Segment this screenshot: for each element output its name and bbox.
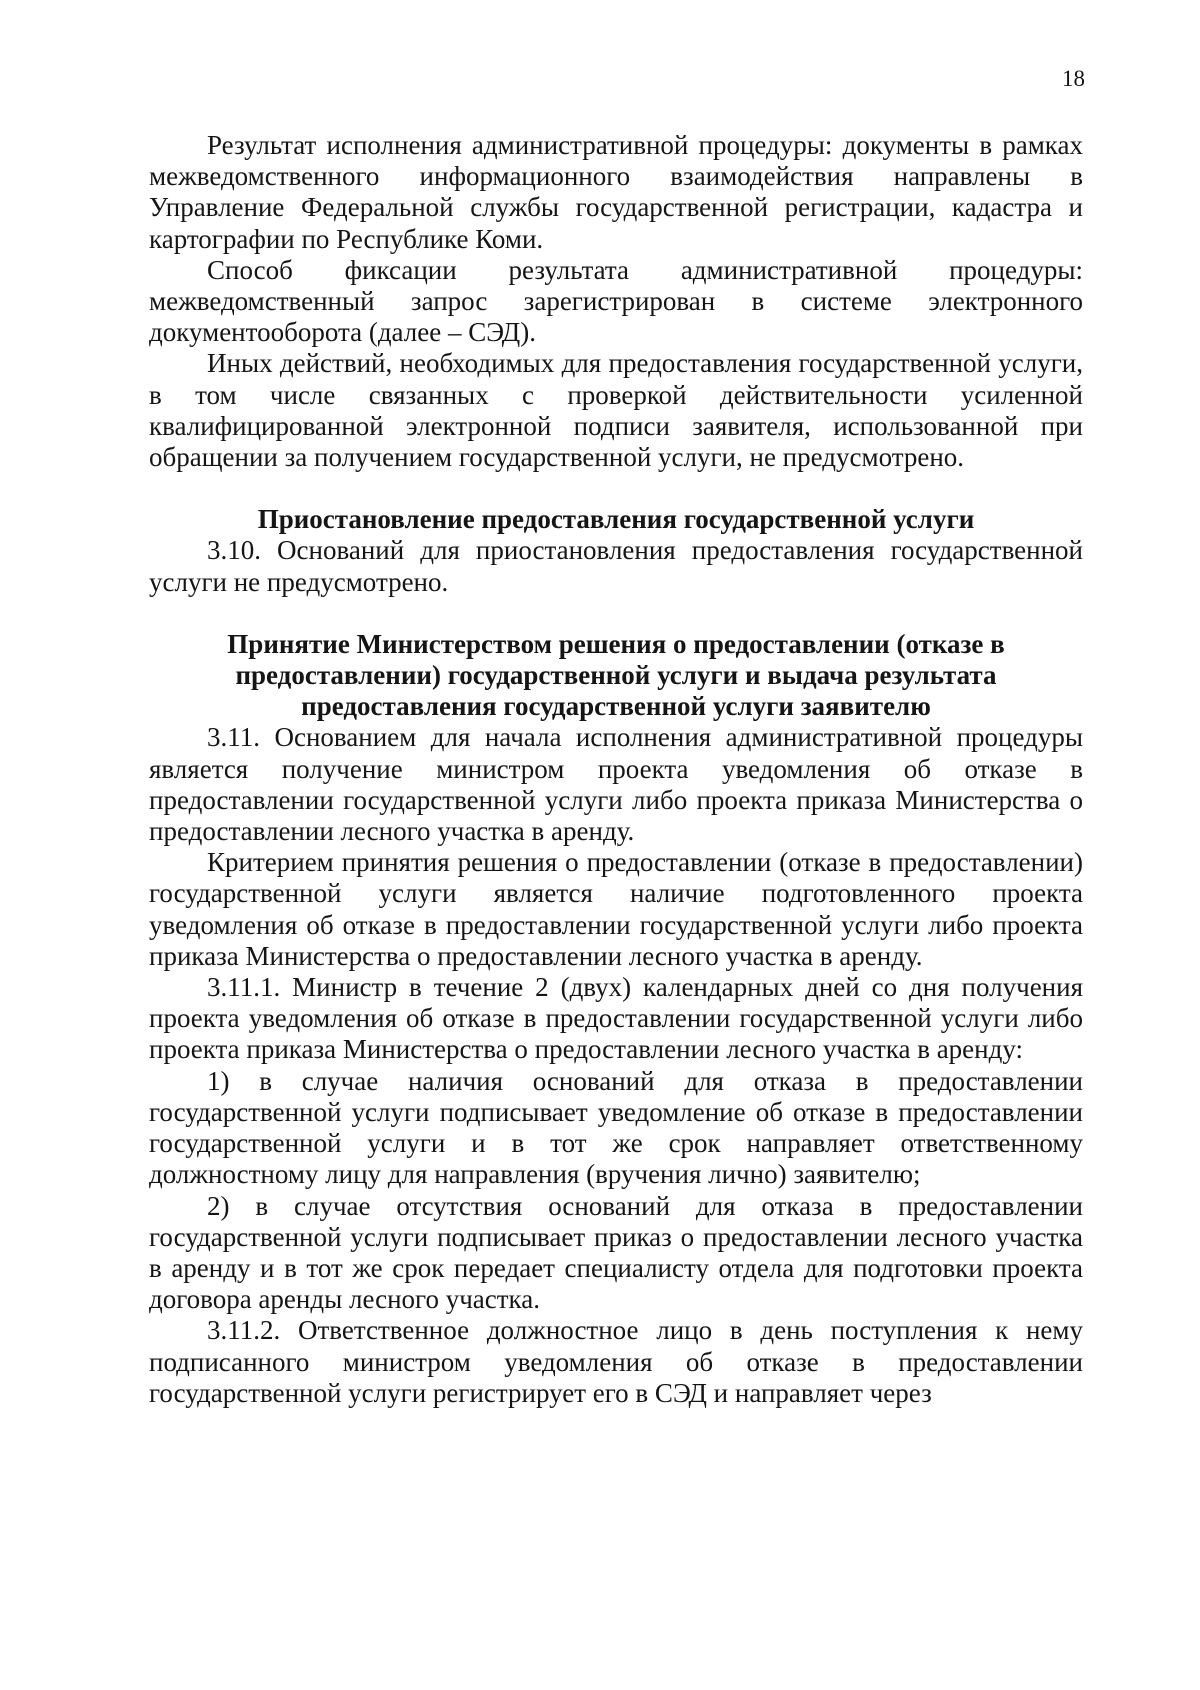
paragraph-result: Результат исполнения административной процедуры: документы в рамках межведомственного информационного взаимодействия направлены в Управление Федеральной службы государственной регистрации, кадастра и картографии по Республике Коми. xyxy=(149,130,1083,254)
paragraph-other-actions: Иных действий, необходимых для предоставления государственной услуги, в том числе связанных с проверкой действительности усиленной квалифицированной электронной подписи заявителя, использованной при обращении за получением государственной услуги, не предусмотрено. xyxy=(149,348,1083,473)
heading-decision-line: предоставлении) государственной услуги и выдача результата xyxy=(235,660,997,691)
page-number: 18 xyxy=(1062,66,1085,91)
paragraph-3-10: 3.10. Оснований для приостановления предоставления государственной услуги не предусмотрено. xyxy=(149,535,1083,597)
paragraph-3-11-1: 3.11.1. Министр в течение 2 (двух) календарных дней со дня получения проекта уведомления об отказе в предоставлении государственной услуги либо проекта приказа Министерства о предоставлении лесного участка в аренду: xyxy=(149,972,1083,1065)
heading-decision-line: предоставления государственной услуги заявителю xyxy=(301,691,931,722)
paragraph-fixation-method: Способ фиксации результата административной процедуры: межведомственный запрос зарегистрирован в системе электронного документооборота (далее – СЭД). xyxy=(149,254,1083,348)
heading-decision-line: Принятие Министерством решения о предоставлении (отказе в xyxy=(227,628,1005,659)
paragraph-3-11: 3.11. Основанием для начала исполнения административной процедуры является получение министром проекта уведомления об отказе в предоставлении государственной услуги либо проекта приказа Министерства о предоставлении лесного участка в аренду. xyxy=(149,722,1083,847)
document-body xyxy=(149,130,1083,1409)
heading-suspension: Приостановление предоставления государственной услуги xyxy=(257,504,975,535)
list-item-1: 1) в случае наличия оснований для отказа в предоставлении государственной услуги подписывает уведомление об отказе в предоставлении государственной услуги и в тот же срок направляет ответственному должностному лицу для направления (вручения лично) заявителю; xyxy=(149,1065,1083,1190)
paragraph-3-11-2: 3.11.2. Ответственное должностное лицо в день поступления к нему подписанного министром уведомления об отказе в предоставлении государственной услуги регистрирует его в СЭД и направляет через xyxy=(149,1315,1083,1408)
list-item-2: 2) в случае отсутствия оснований для отказа в предоставлении государственной услуги подписывает приказ о предоставлении лесного участка в аренду и в тот же срок передает специалисту отдела для подготовки проекта договора аренды лесного участка. xyxy=(149,1190,1083,1315)
paragraph-criterion: Критерием принятия решения о предоставлении (отказе в предоставлении) государственной услуги является наличие подготовленного проекта уведомления об отказе в предоставлении государственной услуги либо проекта приказа Министерства о предоставлении лесного участка в аренду. xyxy=(149,847,1083,971)
heading-decision xyxy=(149,629,1083,723)
